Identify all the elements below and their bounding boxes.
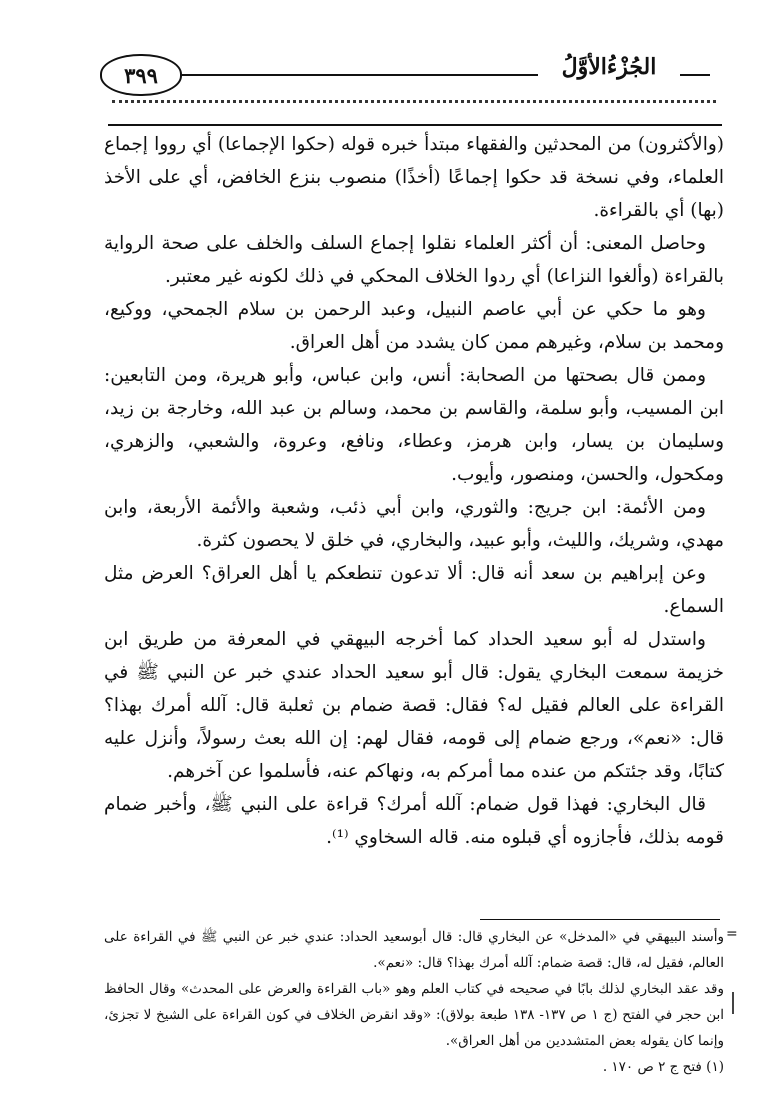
paragraph: وهو ما حكي عن أبي عاصم النبيل، وعبد الرحمن بن سلام الجمحي، ووكيع، ومحمد بن سلام، وغيرهم ممن كان يشدد من أهل العراق. xyxy=(104,299,724,353)
paragraph: قال البخاري: فهذا قول ضمام: آلله أمرك؟ قراءة على النبي ﷺ، وأخبر ضمام قومه بذلك، فأجازوه أي قبلوه منه. قاله السخاوي ⁽¹⁾. xyxy=(104,794,724,848)
footnote: وأسند البيهقي في «المدخل» عن البخاري قال: قال أبوسعيد الحداد: عندي خبر عن النبي ﷺ في القراءة على العالم، فقيل له، قال: قصة ضمام: آلله أمرك بهذا؟ قال: «نعم». xyxy=(104,929,724,971)
main-text xyxy=(104,128,724,854)
footnote-rule xyxy=(480,919,720,920)
page-header xyxy=(90,46,710,96)
running-title: الجُزْءُالأوَّلُ xyxy=(561,54,657,80)
dotted-separator xyxy=(112,100,716,103)
paragraph: واستدل له أبو سعيد الحداد كما أخرجه البيهقي في المعرفة من طريق ابن خزيمة سمعت البخاري يقول: قال أبو سعيد الحداد عندي خبر عن النبي ﷺ في القراءة على العالم فقيل له؟ فقال: قصة ضمام بن ثعلبة قال: آلله أمرك بهذا؟ قال: «نعم»، ورجع ضمام إلى قومه، فقال لهم: إن الله بعث رسولاً، وأنزل عليه كتابًا، وقد جئتكم من عنده مما أمركم به، ونهاكم عنه، فأسلموا عن آخرهم. xyxy=(104,629,724,782)
paragraph: (والأكثرون) من المحدثين والفقهاء مبتدأ خبره قوله (حكوا الإجماعا) أي رووا إجماع العلماء، وفي نسخة قد حكوا إجماعًا (أخذًا) منصوب بنزع الخافض، أي على الأخذ (بها) أي بالقراءة. xyxy=(104,134,724,221)
paragraph: وممن قال بصحتها من الصحابة: أنس، وابن عباس، وأبو هريرة، ومن التابعين: ابن المسيب، وأبو سلمة، والقاسم بن محمد، وسالم بن عبد الله، وخارجة بن زيد، وسليمان بن يسار، وابن هرمز، وعطاء، ونافع، وعروة، والشعبي، والزهري، ومكحول، والحسن، ومنصور، وأيوب. xyxy=(104,365,724,485)
page-number: ٣٩٩ xyxy=(100,54,182,96)
footnotes xyxy=(104,924,724,1080)
margin-mark xyxy=(732,992,734,1014)
header-rule xyxy=(178,74,538,76)
footnote: وقد عقد البخاري لذلك بابًا في صحيحه في كتاب العلم وهو «باب القراءة والعرض على المحدث» وقال الحافظ ابن حجر في الفتح (ج ١ ص ١٣٧- ١٣٨ طبعة بولاق): «وقد انقرض الخلاف في كون القراءة على الشيخ لا تجزئ، وإنما كان يقوله بعض المتشددين من أهل العراق». xyxy=(104,981,725,1049)
paragraph: وعن إبراهيم بن سعد أنه قال: ألا تدعون تنطعكم يا أهل العراق؟ العرض مثل السماع. xyxy=(104,563,724,617)
header-rule-right xyxy=(680,74,710,76)
paragraph: وحاصل المعنى: أن أكثر العلماء نقلوا إجماع السلف والخلف على صحة الرواية بالقراءة (وألغوا النزاعا) أي ردوا الخلاف المحكي في ذلك لكونه غير معتبر. xyxy=(104,233,724,287)
footnote-continuation-mark: = xyxy=(726,926,738,942)
paragraph: ومن الأئمة: ابن جريج: والثوري، وابن أبي ذئب، وشعبة والأئمة الأربعة، وابن مهدي، وشريك، والليث، وأبو عبيد، والبخاري، في خلق لا يحصون كثرة. xyxy=(104,497,724,551)
header-underline xyxy=(108,124,722,126)
footnote: (١) فتح ج ٢ ص ١٧٠ . xyxy=(602,1059,724,1075)
